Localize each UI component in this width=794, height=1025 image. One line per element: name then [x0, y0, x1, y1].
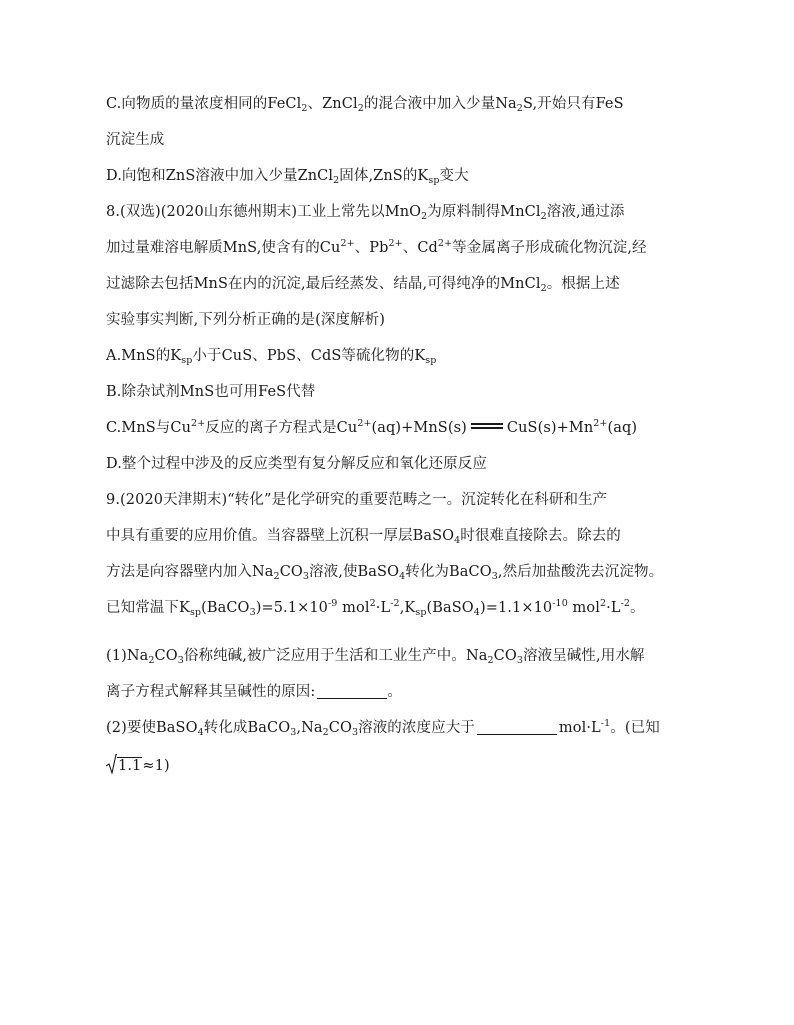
question-9-part-1-line-1: $(1)Na_2CO_3$俗称纯碱,被广泛应用于生活和工业生产中。$Na_2CO_3$溶液呈碱性,用水解 — [106, 648, 645, 666]
question-8-line-3: 过滤除去包括MnS在内的沉淀,最后经蒸发、结晶,可得纯净的MnCl$_2$。根据上述 — [106, 276, 620, 294]
equilibrium-sign-icon — [471, 423, 503, 429]
question-8-option-d: D.整个过程中涉及的反应类型有复分解反应和氧化还原反应 — [106, 456, 487, 472]
question-8-option-c: C.MnS与$Cu^{2+}$反应的离子方程式是$Cu^{2+}(aq)+MnS(s)$ $CuS(s)+Mn^{2+}(aq)$ — [106, 418, 638, 436]
question-9-line-1: 9.(2020天津期末)“转化”是化学研究的重要范畴之一。沉淀转化在科研和生产 — [106, 492, 608, 508]
question-9-line-2: 中具有重要的应用价值。当容器壁上沉积一厚层BaSO$_4$时很难直接除去。除去的 — [106, 528, 621, 546]
answer-blank-2[interactable] — [477, 719, 557, 735]
square-root: 1.1 — [106, 751, 142, 781]
question-8-line-4: 实验事实判断,下列分析正确的是(深度解析) — [106, 312, 386, 328]
question-9-line-3: 方法是向容器壁内加入$Na_2CO_3$溶液,使BaSO$_4$转化为BaCO$_3$,然后加盐酸洗去沉淀物。 — [106, 564, 664, 582]
question-8-option-a: A.MnS的$K_{sp}$小于CuS、PbS、CdS等硫化物的$K_{sp}$ — [106, 348, 437, 366]
question-9-part-2-line-1: (2)要使BaSO$_4$转化成$BaCO_3,Na_2CO_3$溶液的浓度应大于 $mol\cdot L^{-1}$。(已知 — [106, 718, 660, 738]
question-8-line-1: 8.(双选)(2020山东德州期末)工业上常先以MnO$_2$为原料制得MnCl$_2$溶液,通过添 — [106, 204, 625, 222]
question-8-line-2: 加过量难溶电解质MnS,使含有的$Cu^{2+}$、$Pb^{2+}$、$Cd^{2+}$等金属离子形成硫化物沉淀,经 — [106, 238, 647, 256]
option-c-line-1: C.向物质的量浓度相同的FeCl$_2$、ZnCl$_2$的混合液中加入少量$Na_2S$,开始只有FeS — [106, 96, 624, 114]
question-9-part-1-line-2: 离子方程式解释其呈碱性的原因: 。 — [106, 684, 402, 700]
question-9-part-2-line-2: 1.1≈1) — [106, 751, 170, 781]
option-c-line-2: 沉淀生成 — [106, 132, 165, 148]
question-9-ksp-line: 已知常温下$K_{sp}(BaCO_3)=5.1\times 10^{-9}$ $mol^2\cdot L^{-2},K_{sp}(BaSO_4)=1.1\times 10^{-10}$ $mol^2\cdot L^{-2}$。 — [106, 598, 645, 618]
question-8-option-b: B.除杂试剂MnS也可用FeS代替 — [106, 384, 316, 400]
option-d-line: D.向饱和ZnS溶液中加入少量ZnCl$_2$固体,ZnS的$K_{sp}$变大 — [106, 168, 469, 186]
radical-sign-icon — [106, 754, 117, 774]
answer-blank-1[interactable] — [317, 683, 387, 699]
